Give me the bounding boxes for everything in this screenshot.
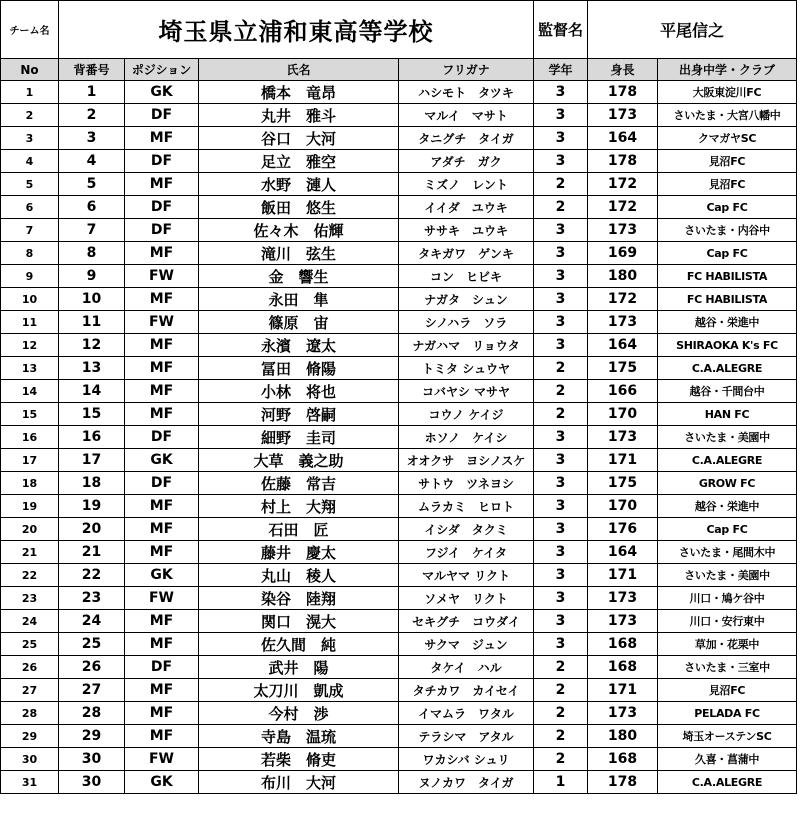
table-row bbox=[1, 702, 797, 725]
table-row bbox=[1, 150, 797, 173]
cell-kana: イイダ ユウキ bbox=[399, 196, 534, 219]
cell-name: 村上 大翔 bbox=[199, 495, 399, 518]
cell-number: 1 bbox=[59, 81, 125, 104]
cell-no: 5 bbox=[1, 173, 59, 196]
table-row bbox=[1, 288, 797, 311]
cell-name: 大草 義之助 bbox=[199, 449, 399, 472]
cell-club: 川口・鳩ケ谷中 bbox=[658, 587, 797, 610]
cell-name: 佐々木 佑輝 bbox=[199, 219, 399, 242]
cell-grade: 3 bbox=[534, 518, 588, 541]
cell-club: 越谷・栄進中 bbox=[658, 495, 797, 518]
cell-kana: ササキ ユウキ bbox=[399, 219, 534, 242]
cell-club: さいたま・美園中 bbox=[658, 426, 797, 449]
table-row bbox=[1, 610, 797, 633]
cell-kana: コン ヒビキ bbox=[399, 265, 534, 288]
cell-grade: 3 bbox=[534, 104, 588, 127]
cell-no: 21 bbox=[1, 541, 59, 564]
cell-grade: 3 bbox=[534, 426, 588, 449]
cell-no: 18 bbox=[1, 472, 59, 495]
cell-grade: 3 bbox=[534, 311, 588, 334]
cell-height: 173 bbox=[588, 311, 658, 334]
cell-grade: 3 bbox=[534, 127, 588, 150]
cell-no: 7 bbox=[1, 219, 59, 242]
cell-no: 26 bbox=[1, 656, 59, 679]
cell-no: 30 bbox=[1, 748, 59, 771]
cell-position: DF bbox=[125, 426, 199, 449]
cell-club: GROW FC bbox=[658, 472, 797, 495]
cell-height: 172 bbox=[588, 173, 658, 196]
cell-club: Cap FC bbox=[658, 242, 797, 265]
table-row bbox=[1, 334, 797, 357]
cell-grade: 2 bbox=[534, 748, 588, 771]
table-row bbox=[1, 104, 797, 127]
col-header-height: 身長 bbox=[588, 59, 658, 81]
table-row bbox=[1, 656, 797, 679]
cell-position: MF bbox=[125, 242, 199, 265]
team-label: チーム名 bbox=[1, 1, 59, 59]
cell-club: FC HABILISTA bbox=[658, 265, 797, 288]
table-row bbox=[1, 472, 797, 495]
cell-no: 15 bbox=[1, 403, 59, 426]
cell-height: 178 bbox=[588, 81, 658, 104]
cell-name: 谷口 大河 bbox=[199, 127, 399, 150]
cell-number: 10 bbox=[59, 288, 125, 311]
cell-name: 足立 雅空 bbox=[199, 150, 399, 173]
cell-grade: 3 bbox=[534, 265, 588, 288]
cell-grade: 3 bbox=[534, 495, 588, 518]
cell-grade: 2 bbox=[534, 725, 588, 748]
cell-kana: コウノ ケイジ bbox=[399, 403, 534, 426]
cell-kana: テラシマ アタル bbox=[399, 725, 534, 748]
table-row bbox=[1, 81, 797, 104]
cell-number: 5 bbox=[59, 173, 125, 196]
cell-position: FW bbox=[125, 748, 199, 771]
cell-club: 越谷・千間台中 bbox=[658, 380, 797, 403]
cell-number: 30 bbox=[59, 771, 125, 794]
cell-no: 14 bbox=[1, 380, 59, 403]
cell-grade: 2 bbox=[534, 380, 588, 403]
cell-name: 丸井 雅斗 bbox=[199, 104, 399, 127]
cell-kana: セキグチ コウダイ bbox=[399, 610, 534, 633]
table-row bbox=[1, 564, 797, 587]
cell-number: 7 bbox=[59, 219, 125, 242]
cell-name: 丸山 稜人 bbox=[199, 564, 399, 587]
coach-label: 監督名 bbox=[534, 1, 588, 59]
cell-kana: マルイ マサト bbox=[399, 104, 534, 127]
cell-no: 1 bbox=[1, 81, 59, 104]
col-header-name: 氏名 bbox=[199, 59, 399, 81]
col-header-kana: フリガナ bbox=[399, 59, 534, 81]
school-name: 埼玉県立浦和東高等学校 bbox=[59, 1, 534, 59]
cell-position: MF bbox=[125, 380, 199, 403]
cell-position: FW bbox=[125, 265, 199, 288]
cell-height: 172 bbox=[588, 288, 658, 311]
cell-name: 藤井 慶太 bbox=[199, 541, 399, 564]
cell-kana: ワカシバ シュリ bbox=[399, 748, 534, 771]
cell-grade: 2 bbox=[534, 679, 588, 702]
cell-number: 8 bbox=[59, 242, 125, 265]
cell-club: C.A.ALEGRE bbox=[658, 771, 797, 794]
cell-position: DF bbox=[125, 196, 199, 219]
cell-name: 永田 隼 bbox=[199, 288, 399, 311]
cell-position: MF bbox=[125, 518, 199, 541]
table-row bbox=[1, 380, 797, 403]
table-row bbox=[1, 127, 797, 150]
cell-number: 13 bbox=[59, 357, 125, 380]
cell-height: 168 bbox=[588, 656, 658, 679]
cell-height: 171 bbox=[588, 449, 658, 472]
col-header-club: 出身中学・クラブ bbox=[658, 59, 797, 81]
cell-height: 180 bbox=[588, 725, 658, 748]
cell-height: 173 bbox=[588, 610, 658, 633]
column-header-row bbox=[1, 59, 797, 81]
cell-height: 178 bbox=[588, 771, 658, 794]
cell-number: 12 bbox=[59, 334, 125, 357]
cell-height: 172 bbox=[588, 196, 658, 219]
cell-no: 23 bbox=[1, 587, 59, 610]
cell-kana: タキガワ ゲンキ bbox=[399, 242, 534, 265]
cell-position: MF bbox=[125, 610, 199, 633]
cell-no: 2 bbox=[1, 104, 59, 127]
cell-club: 草加・花栗中 bbox=[658, 633, 797, 656]
cell-no: 10 bbox=[1, 288, 59, 311]
cell-height: 164 bbox=[588, 127, 658, 150]
cell-name: 佐藤 常吉 bbox=[199, 472, 399, 495]
cell-name: 小林 将也 bbox=[199, 380, 399, 403]
cell-no: 9 bbox=[1, 265, 59, 288]
cell-height: 168 bbox=[588, 633, 658, 656]
cell-club: さいたま・内谷中 bbox=[658, 219, 797, 242]
cell-height: 170 bbox=[588, 403, 658, 426]
table-row bbox=[1, 219, 797, 242]
cell-grade: 2 bbox=[534, 403, 588, 426]
col-header-grade: 学年 bbox=[534, 59, 588, 81]
cell-number: 30 bbox=[59, 748, 125, 771]
cell-kana: タチカワ カイセイ bbox=[399, 679, 534, 702]
cell-grade: 3 bbox=[534, 472, 588, 495]
cell-no: 29 bbox=[1, 725, 59, 748]
cell-club: FC HABILISTA bbox=[658, 288, 797, 311]
cell-no: 22 bbox=[1, 564, 59, 587]
cell-height: 175 bbox=[588, 472, 658, 495]
cell-name: 寺島 温琉 bbox=[199, 725, 399, 748]
table-row bbox=[1, 748, 797, 771]
header-row bbox=[1, 1, 797, 59]
cell-number: 14 bbox=[59, 380, 125, 403]
table-row bbox=[1, 265, 797, 288]
cell-position: MF bbox=[125, 288, 199, 311]
cell-no: 25 bbox=[1, 633, 59, 656]
cell-kana: ナガハマ リョウタ bbox=[399, 334, 534, 357]
table-row bbox=[1, 426, 797, 449]
cell-position: DF bbox=[125, 104, 199, 127]
cell-name: 若柴 脩吏 bbox=[199, 748, 399, 771]
cell-kana: ナガタ シュン bbox=[399, 288, 534, 311]
cell-grade: 2 bbox=[534, 196, 588, 219]
table-row bbox=[1, 725, 797, 748]
cell-club: SHIRAOKA K's FC bbox=[658, 334, 797, 357]
cell-name: 今村 渉 bbox=[199, 702, 399, 725]
table-row bbox=[1, 449, 797, 472]
table-row bbox=[1, 403, 797, 426]
cell-position: MF bbox=[125, 702, 199, 725]
cell-club: さいたま・美園中 bbox=[658, 564, 797, 587]
cell-name: 水野 漣人 bbox=[199, 173, 399, 196]
cell-grade: 3 bbox=[534, 564, 588, 587]
table-row bbox=[1, 495, 797, 518]
cell-position: FW bbox=[125, 587, 199, 610]
cell-kana: タニグチ タイガ bbox=[399, 127, 534, 150]
cell-no: 11 bbox=[1, 311, 59, 334]
table-row bbox=[1, 633, 797, 656]
cell-grade: 2 bbox=[534, 173, 588, 196]
table-row bbox=[1, 518, 797, 541]
cell-club: 大阪東淀川FC bbox=[658, 81, 797, 104]
cell-position: DF bbox=[125, 656, 199, 679]
cell-club: 見沼FC bbox=[658, 679, 797, 702]
cell-number: 2 bbox=[59, 104, 125, 127]
cell-no: 16 bbox=[1, 426, 59, 449]
cell-height: 170 bbox=[588, 495, 658, 518]
cell-name: 石田 匠 bbox=[199, 518, 399, 541]
cell-position: MF bbox=[125, 403, 199, 426]
cell-number: 18 bbox=[59, 472, 125, 495]
cell-kana: ムラカミ ヒロト bbox=[399, 495, 534, 518]
cell-no: 28 bbox=[1, 702, 59, 725]
cell-name: 冨田 脩陽 bbox=[199, 357, 399, 380]
cell-height: 180 bbox=[588, 265, 658, 288]
cell-grade: 3 bbox=[534, 242, 588, 265]
cell-height: 173 bbox=[588, 219, 658, 242]
cell-name: 河野 啓嗣 bbox=[199, 403, 399, 426]
cell-club: さいたま・大宮八幡中 bbox=[658, 104, 797, 127]
cell-height: 169 bbox=[588, 242, 658, 265]
cell-grade: 2 bbox=[534, 702, 588, 725]
cell-club: 見沼FC bbox=[658, 173, 797, 196]
cell-club: Cap FC bbox=[658, 196, 797, 219]
cell-kana: ヌノカワ タイガ bbox=[399, 771, 534, 794]
table-row bbox=[1, 541, 797, 564]
cell-height: 166 bbox=[588, 380, 658, 403]
cell-number: 16 bbox=[59, 426, 125, 449]
cell-kana: ミズノ レント bbox=[399, 173, 534, 196]
cell-club: PELADA FC bbox=[658, 702, 797, 725]
cell-club: 久喜・菖蒲中 bbox=[658, 748, 797, 771]
cell-height: 173 bbox=[588, 587, 658, 610]
cell-kana: ソメヤ リクト bbox=[399, 587, 534, 610]
cell-number: 25 bbox=[59, 633, 125, 656]
cell-number: 26 bbox=[59, 656, 125, 679]
cell-kana: ハシモト タツキ bbox=[399, 81, 534, 104]
cell-height: 171 bbox=[588, 679, 658, 702]
cell-position: MF bbox=[125, 725, 199, 748]
cell-height: 178 bbox=[588, 150, 658, 173]
cell-no: 13 bbox=[1, 357, 59, 380]
cell-number: 29 bbox=[59, 725, 125, 748]
col-header-no: No bbox=[1, 59, 59, 81]
cell-name: 太刀川 凱成 bbox=[199, 679, 399, 702]
cell-position: FW bbox=[125, 311, 199, 334]
cell-club: HAN FC bbox=[658, 403, 797, 426]
table-row bbox=[1, 771, 797, 794]
cell-name: 細野 圭司 bbox=[199, 426, 399, 449]
cell-number: 23 bbox=[59, 587, 125, 610]
cell-number: 6 bbox=[59, 196, 125, 219]
cell-name: 染谷 陸翔 bbox=[199, 587, 399, 610]
cell-club: 見沼FC bbox=[658, 150, 797, 173]
cell-club: さいたま・三室中 bbox=[658, 656, 797, 679]
cell-club: Cap FC bbox=[658, 518, 797, 541]
table-row bbox=[1, 242, 797, 265]
cell-kana: アダチ ガク bbox=[399, 150, 534, 173]
cell-height: 164 bbox=[588, 541, 658, 564]
table-row bbox=[1, 587, 797, 610]
cell-position: GK bbox=[125, 564, 199, 587]
cell-number: 9 bbox=[59, 265, 125, 288]
cell-grade: 3 bbox=[534, 449, 588, 472]
cell-no: 31 bbox=[1, 771, 59, 794]
cell-no: 17 bbox=[1, 449, 59, 472]
cell-number: 11 bbox=[59, 311, 125, 334]
table-row bbox=[1, 679, 797, 702]
coach-name: 平尾信之 bbox=[588, 1, 797, 59]
cell-kana: イシダ タクミ bbox=[399, 518, 534, 541]
table-row bbox=[1, 357, 797, 380]
cell-number: 22 bbox=[59, 564, 125, 587]
cell-grade: 3 bbox=[534, 633, 588, 656]
cell-kana: イマムラ ワタル bbox=[399, 702, 534, 725]
cell-position: MF bbox=[125, 173, 199, 196]
cell-height: 175 bbox=[588, 357, 658, 380]
cell-number: 19 bbox=[59, 495, 125, 518]
cell-club: 川口・安行東中 bbox=[658, 610, 797, 633]
cell-kana: サトウ ツネヨシ bbox=[399, 472, 534, 495]
cell-number: 24 bbox=[59, 610, 125, 633]
cell-no: 4 bbox=[1, 150, 59, 173]
cell-no: 24 bbox=[1, 610, 59, 633]
cell-position: MF bbox=[125, 127, 199, 150]
cell-no: 3 bbox=[1, 127, 59, 150]
cell-kana: マルヤマ リクト bbox=[399, 564, 534, 587]
cell-number: 17 bbox=[59, 449, 125, 472]
cell-number: 20 bbox=[59, 518, 125, 541]
cell-position: GK bbox=[125, 449, 199, 472]
cell-position: MF bbox=[125, 633, 199, 656]
cell-kana: シノハラ ソラ bbox=[399, 311, 534, 334]
cell-no: 27 bbox=[1, 679, 59, 702]
cell-position: GK bbox=[125, 771, 199, 794]
cell-name: 橋本 竜昂 bbox=[199, 81, 399, 104]
cell-grade: 3 bbox=[534, 610, 588, 633]
cell-club: 埼玉オーステンSC bbox=[658, 725, 797, 748]
cell-position: DF bbox=[125, 150, 199, 173]
cell-grade: 3 bbox=[534, 587, 588, 610]
cell-grade: 3 bbox=[534, 541, 588, 564]
cell-club: クマガヤSC bbox=[658, 127, 797, 150]
cell-name: 金 響生 bbox=[199, 265, 399, 288]
cell-club: さいたま・尾間木中 bbox=[658, 541, 797, 564]
cell-position: DF bbox=[125, 472, 199, 495]
cell-position: MF bbox=[125, 357, 199, 380]
cell-number: 21 bbox=[59, 541, 125, 564]
cell-grade: 3 bbox=[534, 334, 588, 357]
cell-club: 越谷・栄進中 bbox=[658, 311, 797, 334]
cell-kana: タケイ ハル bbox=[399, 656, 534, 679]
cell-position: MF bbox=[125, 679, 199, 702]
cell-number: 27 bbox=[59, 679, 125, 702]
cell-grade: 2 bbox=[534, 656, 588, 679]
cell-height: 173 bbox=[588, 426, 658, 449]
table-row bbox=[1, 173, 797, 196]
cell-no: 12 bbox=[1, 334, 59, 357]
cell-height: 171 bbox=[588, 564, 658, 587]
cell-no: 19 bbox=[1, 495, 59, 518]
cell-name: 篠原 宙 bbox=[199, 311, 399, 334]
cell-kana: コバヤシ マサヤ bbox=[399, 380, 534, 403]
cell-position: MF bbox=[125, 334, 199, 357]
cell-position: MF bbox=[125, 495, 199, 518]
cell-kana: オオクサ ヨシノスケ bbox=[399, 449, 534, 472]
cell-no: 6 bbox=[1, 196, 59, 219]
cell-kana: フジイ ケイタ bbox=[399, 541, 534, 564]
cell-grade: 3 bbox=[534, 288, 588, 311]
cell-height: 168 bbox=[588, 748, 658, 771]
cell-kana: トミタ シュウヤ bbox=[399, 357, 534, 380]
cell-club: C.A.ALEGRE bbox=[658, 449, 797, 472]
col-header-number: 背番号 bbox=[59, 59, 125, 81]
cell-name: 武井 陽 bbox=[199, 656, 399, 679]
cell-grade: 3 bbox=[534, 150, 588, 173]
cell-grade: 2 bbox=[534, 357, 588, 380]
cell-height: 176 bbox=[588, 518, 658, 541]
cell-no: 20 bbox=[1, 518, 59, 541]
cell-number: 15 bbox=[59, 403, 125, 426]
cell-number: 3 bbox=[59, 127, 125, 150]
col-header-position: ポジション bbox=[125, 59, 199, 81]
cell-name: 佐久間 純 bbox=[199, 633, 399, 656]
cell-height: 173 bbox=[588, 702, 658, 725]
cell-name: 滝川 弦生 bbox=[199, 242, 399, 265]
cell-no: 8 bbox=[1, 242, 59, 265]
cell-club: C.A.ALEGRE bbox=[658, 357, 797, 380]
cell-position: MF bbox=[125, 541, 199, 564]
cell-position: GK bbox=[125, 81, 199, 104]
cell-number: 28 bbox=[59, 702, 125, 725]
cell-name: 飯田 悠生 bbox=[199, 196, 399, 219]
cell-grade: 3 bbox=[534, 81, 588, 104]
table-row bbox=[1, 196, 797, 219]
cell-position: DF bbox=[125, 219, 199, 242]
cell-grade: 3 bbox=[534, 219, 588, 242]
cell-name: 関口 滉大 bbox=[199, 610, 399, 633]
cell-grade: 1 bbox=[534, 771, 588, 794]
cell-kana: サクマ ジュン bbox=[399, 633, 534, 656]
cell-kana: ホソノ ケイシ bbox=[399, 426, 534, 449]
cell-number: 4 bbox=[59, 150, 125, 173]
cell-height: 173 bbox=[588, 104, 658, 127]
cell-name: 布川 大河 bbox=[199, 771, 399, 794]
cell-name: 永濱 遼太 bbox=[199, 334, 399, 357]
cell-height: 164 bbox=[588, 334, 658, 357]
table-row bbox=[1, 311, 797, 334]
